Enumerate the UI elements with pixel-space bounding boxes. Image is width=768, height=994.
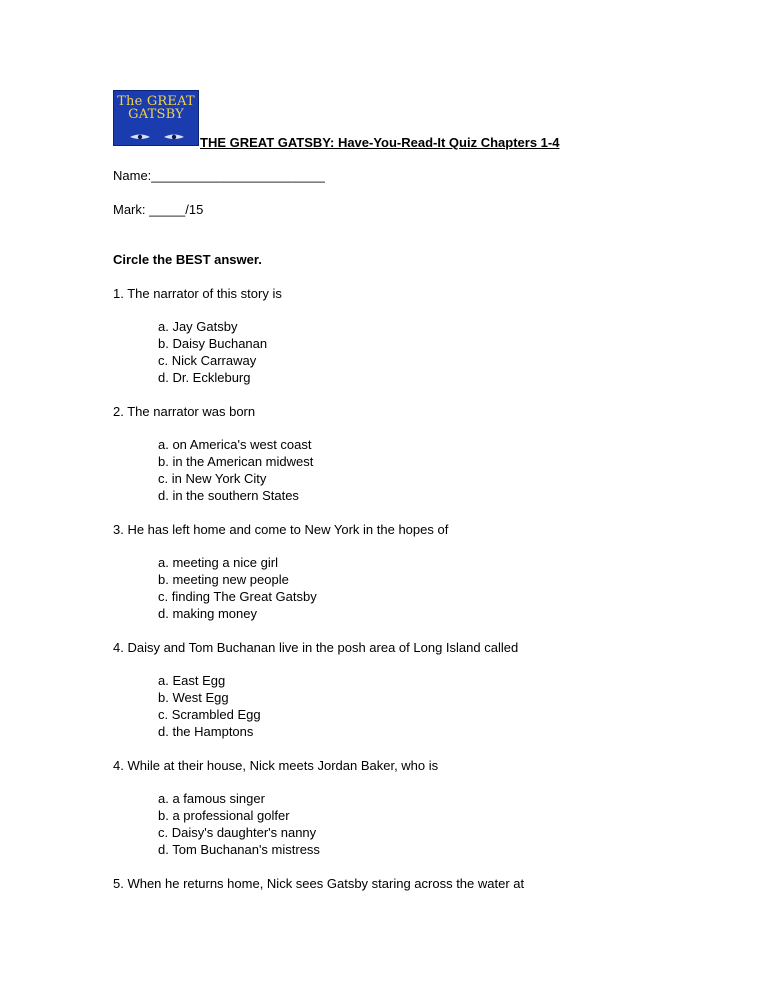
option-5b[interactable]: b. a professional golfer	[158, 808, 290, 823]
option-5a[interactable]: a. a famous singer	[158, 791, 265, 806]
option-5d[interactable]: d. Tom Buchanan's mistress	[158, 842, 320, 857]
mark-field: Mark: _____/15	[113, 202, 204, 217]
option-5c[interactable]: c. Daisy's daughter's nanny	[158, 825, 317, 840]
option-1c[interactable]: c. Nick Carraway	[158, 353, 257, 368]
name-field[interactable]: Name:________________________	[113, 168, 325, 183]
option-2d[interactable]: d. in the southern States	[158, 488, 299, 503]
option-1d[interactable]: d. Dr. Eckleburg	[158, 370, 251, 385]
question-6: 5. When he returns home, Nick sees Gatsby staring across the water at	[113, 876, 525, 891]
option-1b[interactable]: b. Daisy Buchanan	[158, 336, 268, 351]
instructions: Circle the BEST answer.	[113, 252, 262, 267]
option-2a[interactable]: a. on America's west coast	[158, 437, 312, 452]
option-3c[interactable]: c. finding The Great Gatsby	[158, 589, 317, 604]
option-4a[interactable]: a. East Egg	[158, 673, 226, 688]
question-5: 4. While at their house, Nick meets Jordan Baker, who is	[113, 758, 439, 773]
option-4c[interactable]: c. Scrambled Egg	[158, 707, 261, 722]
eyes-icon	[128, 132, 186, 142]
option-4d[interactable]: d. the Hamptons	[158, 724, 254, 739]
option-3b[interactable]: b. meeting new people	[158, 572, 289, 587]
option-2b[interactable]: b. in the American midwest	[158, 454, 314, 469]
logo-text: The GREAT GATSBY	[117, 94, 195, 122]
option-2c[interactable]: c. in New York City	[158, 471, 267, 486]
great-gatsby-logo	[113, 90, 199, 146]
option-4b[interactable]: b. West Egg	[158, 690, 229, 705]
option-3a[interactable]: a. meeting a nice girl	[158, 555, 278, 570]
option-3d[interactable]: d. making money	[158, 606, 257, 621]
question-1: 1. The narrator of this story is	[113, 286, 282, 301]
question-2: 2. The narrator was born	[113, 404, 256, 419]
question-3: 3. He has left home and come to New York in the hopes of	[113, 522, 449, 537]
option-1a[interactable]: a. Jay Gatsby	[158, 319, 238, 334]
question-4: 4. Daisy and Tom Buchanan live in the posh area of Long Island called	[113, 640, 519, 655]
quiz-title: THE GREAT GATSBY: Have-You-Read-It Quiz Chapters 1-4	[200, 135, 560, 150]
